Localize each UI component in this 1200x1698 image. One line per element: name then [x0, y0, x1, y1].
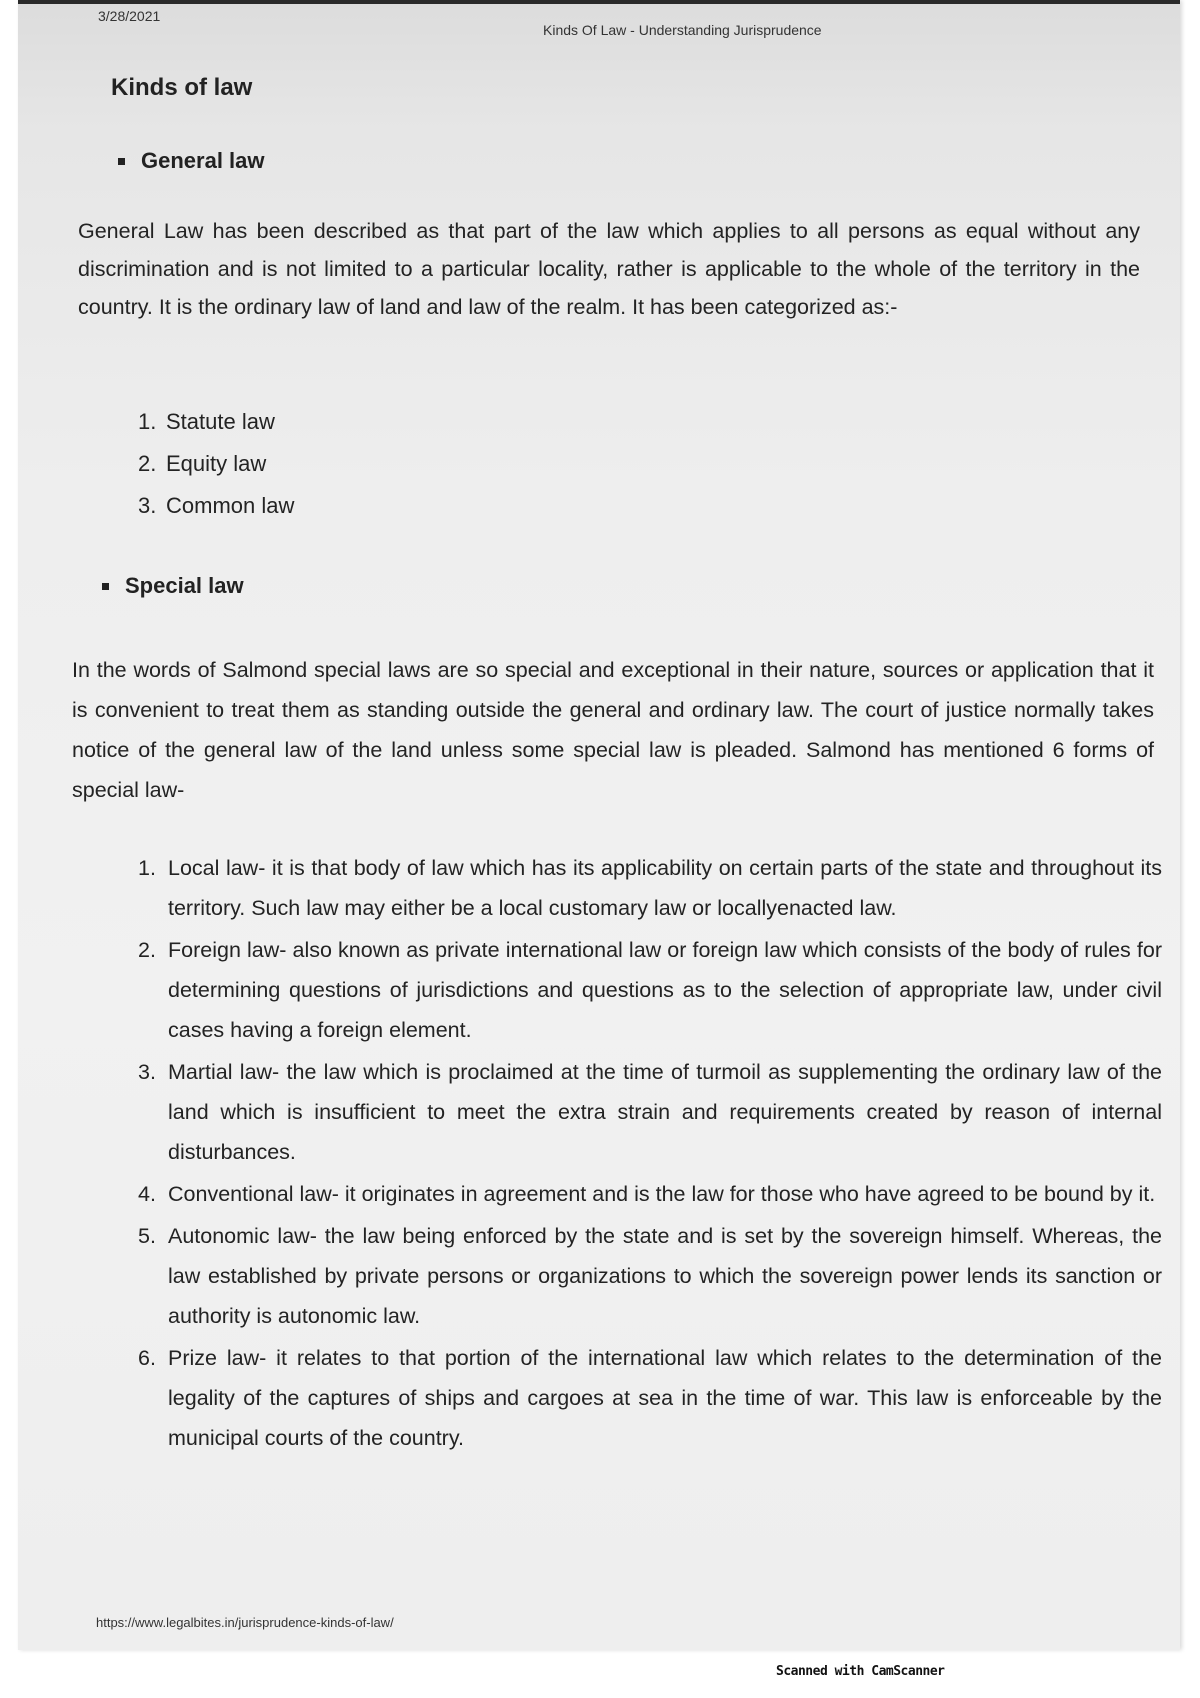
- special-law-heading: [102, 573, 244, 599]
- list-item: 1. Local law- it is that body of law which has its applicability on certain parts of the state and throughout its territory. Such law may either be a local customary law or locallyenacted law.: [138, 856, 1162, 920]
- list-item: 4. Conventional law- it originates in agreement and is the law for those who have agreed to be bound by it.: [138, 1182, 1156, 1206]
- list-item: 1. Statute law: [138, 409, 275, 434]
- list-item: 6. Prize law- it relates to that portion of the international law which relates to the determination of the legality of the captures of ships and cargoes at sea in the time of war. This law is enforceable by the municipal courts of the country.: [138, 1346, 1162, 1450]
- bullet-icon: [102, 583, 109, 590]
- special-law-paragraph: In the words of Salmond special laws are so special and exceptional in their nature, sources or application that it is convenient to treat them as standing outside the general and ordinary law. The court of justice normally takes notice of the general law of the land unless some special law is pleaded. Salmond has mentioned 6 forms of special law-: [72, 658, 1154, 802]
- header-title: Kinds Of Law - Understanding Jurisprudence: [543, 22, 822, 38]
- special-law-heading-text: Special law: [125, 573, 244, 598]
- page-title: Kinds of law: [111, 74, 253, 101]
- scanned-page: [18, 0, 1180, 1650]
- general-law-heading-text: General law: [141, 148, 265, 173]
- general-law-paragraph: General Law has been described as that part of the law which applies to all persons as equal without any discrimination and is not limited to a particular locality, rather is applicable to the whole of the territory in the country. It is the ordinary law of land and law of the realm. It has been categorized as:-: [78, 219, 1140, 319]
- list-item: 3. Martial law- the law which is proclaimed at the time of turmoil as supplementing the ordinary law of the land which is insufficient to meet the extra strain and requirements created by reason of internal disturbances.: [138, 1060, 1162, 1164]
- footer-url: https://www.legalbites.in/jurisprudence-kinds-of-law/: [96, 1615, 394, 1630]
- list-item: 2. Equity law: [138, 451, 267, 476]
- scanner-watermark: Scanned with CamScanner: [776, 1664, 945, 1679]
- list-item: 5. Autonomic law- the law being enforced by the state and is set by the sovereign himself. Whereas, the law established by private persons or organizations to which the sovereign power lends its sanction or authority is autonomic law.: [138, 1224, 1162, 1328]
- list-item: 2. Foreign law- also known as private international law or foreign law which consists of the body of rules for determining questions of jurisdictions and questions as to the selection of appropriate law, under civil cases having a foreign element.: [138, 938, 1162, 1042]
- special-law-list: [138, 848, 1162, 1460]
- header-date: 3/28/2021: [98, 8, 161, 24]
- list-item: 3. Common law: [138, 493, 295, 518]
- bullet-icon: [118, 158, 125, 165]
- general-law-heading: [118, 148, 265, 174]
- general-law-list: [138, 401, 294, 527]
- page-top-edge: [18, 0, 1180, 4]
